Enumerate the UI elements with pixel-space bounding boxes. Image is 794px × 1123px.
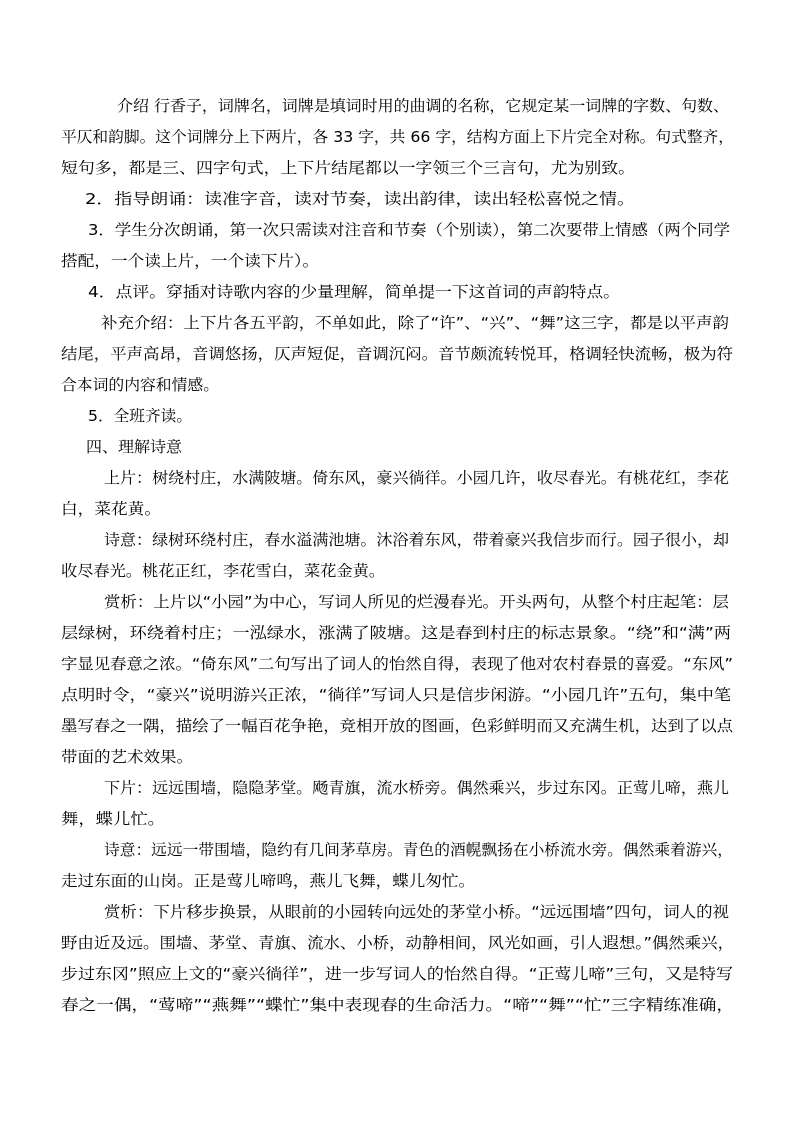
text-line: 诗意：绿树环绕村庄，春水溢满池塘。沐浴着东风，带着豪兴我信步而行。园子很小，却 xyxy=(104,531,729,549)
text-line: 墨写春之一隅，描绘了一幅百花争艳，竞相开放的图画，色彩鲜明而又充满生机，达到了以点 xyxy=(61,717,733,735)
text-line: 短句多，都是三、四字句式，上下片结尾都以一字领三个三言句，尤为别致。 xyxy=(61,159,635,177)
text-line: 3．学生分次朗诵，第一次只需读对注音和节奏（个别读），第二次要带上情感（两个同学 xyxy=(88,221,730,239)
text-line: 下片：远远围墙，隐隐茅堂。飏青旗，流水桥旁。偶然乘兴，步过东冈。正莺儿啼，燕儿 xyxy=(104,779,729,797)
text-line: 4．点评。穿插对诗歌内容的少量理解，简单提一下这首词的声韵特点。 xyxy=(88,283,620,301)
text-line: 白，菜花黄。 xyxy=(61,500,161,518)
text-line: 5．全班齐读。 xyxy=(88,407,192,425)
text-line: 合本词的内容和情感。 xyxy=(61,376,219,394)
text-line: 舞，蝶儿忙。 xyxy=(61,810,165,828)
text-line: 收尽春光。桃花正红，李花雪白，菜花金黄。 xyxy=(61,562,386,580)
text-line: 走过东面的山岗。正是莺儿啼鸣，燕儿飞舞，蝶儿匆忙。 xyxy=(61,872,476,890)
text-line: 诗意：远远一带围墙，隐约有几间茅草房。青色的酒幌飘扬在小桥流水旁。偶然乘着游兴， xyxy=(104,841,733,859)
text-line: 层绿树，环绕着村庄；一泓绿水，涨满了陂塘。这是春到村庄的标志景象。“绕”和“满”两 xyxy=(61,624,731,642)
text-line: 搭配，一个读上片，一个读下片）。 xyxy=(61,252,319,270)
section-heading: 四、理解诗意 xyxy=(86,438,182,456)
text-line: 结尾，平声高昂，音调悠扬，仄声短促，音调沉闷。音节颇流转悦耳，格调轻快流畅，极为符 xyxy=(61,345,733,363)
text-line: 介绍 行香子，词牌名，词牌是填词时用的曲调的名称，它规定某一词牌的字数、句数、 xyxy=(117,97,729,115)
text-line: 野由近及远。围墙、茅堂、青旗、流水、小桥，动静相间，风光如画，引人遐想。”偶然乘兴， xyxy=(61,934,735,952)
text-line: 上片：树绕村庄，水满陂塘。倚东风，豪兴徜徉。小园几许，收尽春光。有桃花红，李花 xyxy=(104,469,729,487)
text-line: 字显见春意之浓。“倚东风”二句写出了词人的怡然自得，表现了他对农村春景的喜爱。“东风” xyxy=(61,655,733,673)
text-line: 带面的艺术效果。 xyxy=(61,748,193,766)
text-line: 点明时令，“豪兴”说明游兴正浓，“徜徉”写词人只是信步闲游。“小园几许”五句，集中笔 xyxy=(61,686,731,704)
text-line: 赏析：上片以“小园”为中心，写词人所见的烂漫春光。开头两句，从整个村庄起笔：层 xyxy=(104,593,729,611)
text-line: 步过东冈”照应上文的“豪兴徜徉”，进一步写词人的怡然自得。“正莺儿啼”三句，又是特写 xyxy=(61,965,733,983)
text-line: 2．指导朗诵：读准字音，读对节奏，读出韵律，读出轻松喜悦之情。 xyxy=(85,190,635,208)
text-line: 赏析：下片移步换景，从眼前的小园转向远处的茅堂小桥。“远远围墙”四句，词人的视 xyxy=(104,903,729,921)
text-line: 春之一偶，“莺啼”“燕舞”“蝶忙”集中表现春的生命活力。“啼”“舞”“忙”三字精练准确， xyxy=(61,996,734,1014)
text-line: 平仄和韵脚。这个词牌分上下两片，各 33 字，共 66 字，结构方面上下片完全对称。句式整齐， xyxy=(61,128,734,146)
text-line: 补充介绍：上下片各五平韵，不单如此，除了“许”、“兴”、“舞”这三字，都是以平声韵 xyxy=(101,314,730,332)
